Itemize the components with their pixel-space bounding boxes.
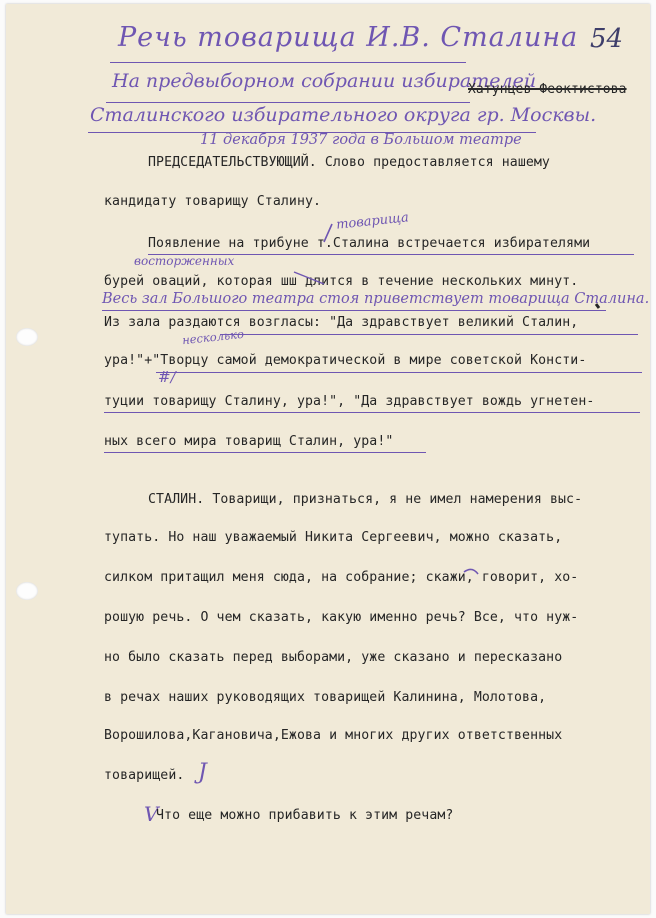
paragraph-line: Что еще можно прибавить к этим речам? — [156, 808, 454, 823]
check-mark: V — [144, 802, 159, 826]
paragraph-line: ных всего мира товарищ Сталин, ура!" — [104, 434, 394, 449]
punch-hole — [16, 328, 38, 346]
insert-line: Весь зал Большого театра стоя приветствует товарища Сталина. — [102, 291, 650, 307]
bracket-mark: J — [198, 760, 207, 785]
underline — [156, 372, 642, 373]
paragraph-line: СТАЛИН. Товарищи, признаться, я не имел намерения выс- — [148, 492, 583, 507]
title-underline — [110, 62, 466, 63]
underline — [220, 334, 638, 335]
page-number: 54 — [590, 24, 624, 54]
paragraph-line: тупать. Но наш уважаемый Никита Сергеевич, можно сказать, — [104, 530, 563, 545]
crossed-out-name: Хатунцев-Феоктистова — [468, 82, 627, 97]
handwritten-line-2: На предвыборном собрании избирателей — [112, 70, 537, 92]
paragraph-line: ура!"+"Творцу самой демократической в мире советской Консти- — [104, 353, 587, 368]
underline — [104, 452, 426, 453]
insert-neskolko: несколько — [181, 326, 245, 348]
paragraph-line: в речах наших руководящих товарищей Калинина, Молотова, — [104, 690, 547, 705]
insert-underline — [102, 310, 606, 311]
paragraph-line: товарищей. — [104, 768, 185, 783]
paragraph-line: Из зала раздаются возгласы: "Да здравствует великий Сталин, — [104, 315, 579, 330]
paragraph-line: бурей оваций, которая шш длится в течение нескольких минут. — [104, 274, 579, 289]
paragraph-line: Появление на трибуне т.Сталина встречается избирателями — [148, 236, 591, 251]
handwritten-line-3: Сталинского избирательного округа гр. Москвы. — [90, 104, 597, 126]
insert-tovarishcha: товарища — [335, 210, 410, 233]
paragraph-line: туции товарищу Сталину, ура!", "Да здравствует вождь угнетен- — [104, 394, 595, 409]
paragraph-line: Ворошилова,Кагановича,Ежова и многих других ответственных — [104, 728, 563, 743]
paragraph-line: рошую речь. О чем сказать, какую именно речь? Все, что нуж- — [104, 610, 579, 625]
margin-mark: #/ — [158, 368, 176, 386]
line-2-underline — [106, 102, 470, 103]
handwritten-title: Речь товарища И.В. Сталина — [118, 22, 579, 53]
insert-vostorzhennykh: восторженных — [134, 254, 235, 268]
punch-hole — [16, 582, 38, 600]
handwritten-date: 11 декабря 1937 года в Большом театре — [200, 132, 522, 148]
document-page — [6, 4, 650, 914]
paragraph-line: силком притащил меня сюда, на собрание; скажи, говорит, хо- — [104, 570, 579, 585]
paragraph-line: ПРЕДСЕДАТЕЛЬСТВУЮЩИЙ. Слово предоставляется нашему — [148, 155, 550, 170]
underline — [104, 412, 640, 413]
paragraph-line: кандидату товарищу Сталину. — [104, 194, 322, 209]
paragraph-line: но было сказать перед выборами, уже сказано и пересказано — [104, 650, 563, 665]
